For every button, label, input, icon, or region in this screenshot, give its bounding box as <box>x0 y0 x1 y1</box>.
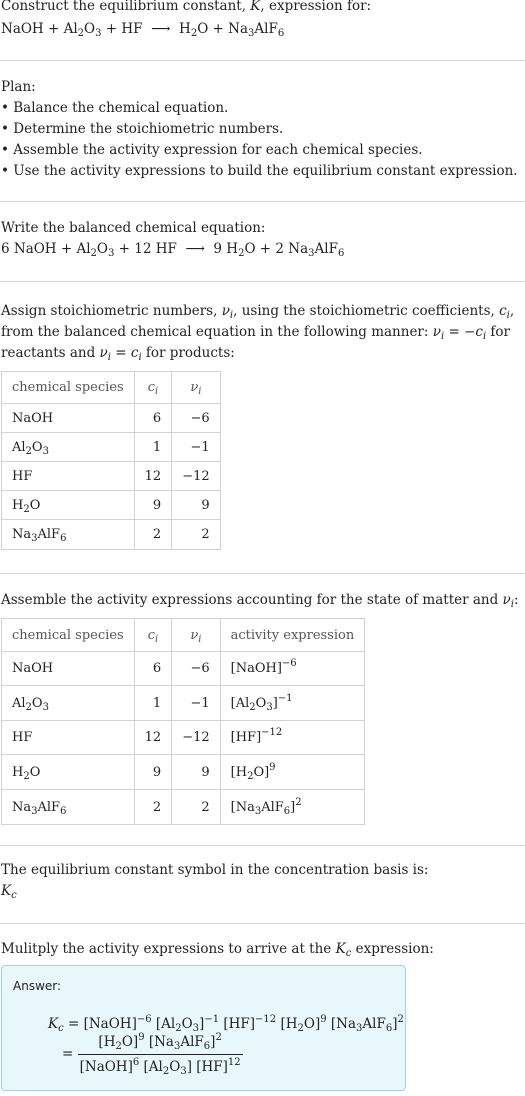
table-row <box>2 755 365 790</box>
species-cell: NaOH <box>2 652 135 686</box>
table-row <box>2 433 221 462</box>
vi-cell: −12 <box>172 721 220 755</box>
symbol-section <box>0 846 525 923</box>
intro-text <box>1 0 525 17</box>
activity-cell: [HF]$^{-12}$ <box>220 721 365 755</box>
multiply-text: Mulitply the activity expressions to arrive at the $K_c$ expression: <box>1 941 434 959</box>
table-row <box>2 462 221 491</box>
vi-cell: 9 <box>172 491 220 520</box>
species-cell: HF <box>2 462 135 491</box>
ci-cell: 1 <box>134 433 172 462</box>
multiply-section <box>0 924 525 960</box>
col-header-vi: $\nu_i$ <box>172 372 220 404</box>
stoich-table <box>1 371 221 550</box>
plan-heading: Plan: <box>1 79 36 95</box>
vi-cell: 2 <box>172 790 220 825</box>
table-row <box>2 721 365 755</box>
col-header-ci: $c_i$ <box>134 372 172 404</box>
col-header-vi: $\nu_i$ <box>172 619 220 652</box>
plan-step: • Use the activity expressions to build the equilibrium constant expression. <box>1 163 518 179</box>
stoich-section <box>0 282 525 573</box>
answer-label: Answer: <box>13 979 62 993</box>
fraction-denominator: [NaOH]$^6$ $[Al_2O_3]$ [HF]$^{12}$ <box>79 1057 241 1077</box>
vi-cell: −6 <box>172 404 220 433</box>
table-row <box>2 686 365 721</box>
ci-cell: 9 <box>134 491 172 520</box>
col-header-species: chemical species <box>2 619 135 652</box>
kc-fraction: = $\frac{[H_2O]^9 [Na_3AlF_6]^2}{[NaOH]^6 [Al_2O_3] [HF]^{12}}$ <box>62 1032 241 1077</box>
plan-step: • Assemble the activity expression for each chemical species. <box>1 142 423 158</box>
ci-cell: 6 <box>134 652 172 686</box>
kc-expression: $K_c$ = [NaOH]$^{-6}$ $[Al_2O_3]^{-1}$ [HF]$^{-12}$ $[H_2O]^9$ $[Na_3AlF_6]^2$ <box>48 1014 404 1034</box>
activity-section <box>0 574 525 845</box>
intro-section <box>0 0 525 60</box>
vi-cell: 9 <box>172 755 220 790</box>
species-cell: $H_2O$ <box>2 491 135 520</box>
table-row <box>2 491 221 520</box>
ci-cell: 9 <box>134 755 172 790</box>
ci-cell: 2 <box>134 520 172 550</box>
vi-cell: 2 <box>172 520 220 550</box>
species-cell: NaOH <box>2 404 135 433</box>
ci-cell: 6 <box>134 404 172 433</box>
vi-cell: −1 <box>172 686 220 721</box>
plan-step: • Balance the chemical equation. <box>1 100 229 116</box>
col-header-activity: activity expression <box>220 619 365 652</box>
intro-line: Construct the equilibrium constant, K, expression for: <box>1 0 372 14</box>
col-header-species: chemical species <box>2 372 135 404</box>
vi-cell: −6 <box>172 652 220 686</box>
balanced-equation: 6 NaOH + $Al_2O_3 + 12$ HF ⟶ 9 $H_2O + 2$ $Na_3AlF_6$ <box>1 241 345 259</box>
answer-box <box>1 965 406 1091</box>
plan-step: • Determine the stoichiometric numbers. <box>1 121 284 137</box>
fraction-numerator: $[H_2O]^9$ $[Na_3AlF_6]^2$ <box>78 1032 243 1055</box>
table-row <box>2 790 365 825</box>
activity-cell: $[Al_2O_3]^{-1}$ <box>220 686 365 721</box>
vi-cell: −1 <box>172 433 220 462</box>
balanced-heading: Write the balanced chemical equation: <box>1 220 266 236</box>
symbol-text: The equilibrium constant symbol in the concentration basis is: <box>1 862 429 878</box>
plan-section <box>0 61 525 201</box>
species-cell: HF <box>2 721 135 755</box>
activity-cell: [NaOH]$^{-6}$ <box>220 652 365 686</box>
col-header-ci: $c_i$ <box>134 619 172 652</box>
ci-cell: 1 <box>134 686 172 721</box>
ci-cell: 12 <box>134 721 172 755</box>
balanced-section <box>0 202 525 281</box>
species-cell: $Al_2O_3$ <box>2 686 135 721</box>
activity-cell: $[Na_3AlF_6]^2$ <box>220 790 365 825</box>
species-cell: $Na_3AlF_6$ <box>2 520 135 550</box>
species-cell: $Al_2O_3$ <box>2 433 135 462</box>
table-row <box>2 652 365 686</box>
ci-cell: 12 <box>134 462 172 491</box>
kc-symbol: $K_c$ <box>1 883 17 901</box>
species-cell: $H_2O$ <box>2 755 135 790</box>
species-cell: $Na_3AlF_6$ <box>2 790 135 825</box>
activity-cell: $[H_2O]^9$ <box>220 755 365 790</box>
table-row <box>2 404 221 433</box>
intro-reaction: NaOH + $Al_2O_3$ + HF ⟶ $H_2O + Na_3AlF_6$ <box>1 21 285 39</box>
ci-cell: 2 <box>134 790 172 825</box>
table-row <box>2 520 221 550</box>
vi-cell: −12 <box>172 462 220 491</box>
activity-table <box>1 618 365 825</box>
stoich-text: Assign stoichiometric numbers, $\nu_i$, using the stoichiometric coefficients, $c_i$, from the balanced chemical equation in the following manner: $\nu_i = -c_i$ for reactants and $\nu_i = c_i$ for products: <box>1 303 515 363</box>
activity-text: Assemble the activity expressions accounting for the state of matter and $\nu_i$: <box>1 592 519 610</box>
